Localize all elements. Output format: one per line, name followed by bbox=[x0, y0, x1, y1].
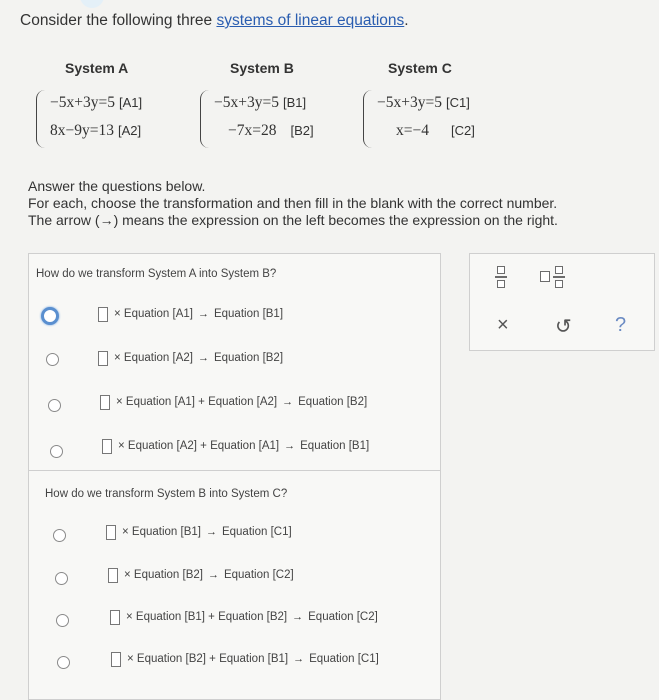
q2-option-4-blank[interactable] bbox=[111, 652, 121, 667]
q2-option-3-radio[interactable] bbox=[56, 614, 69, 627]
q2-option-1-radio[interactable] bbox=[53, 529, 66, 542]
q1-option-3: × Equation [A1] + Equation [A2] → Equation [B2] bbox=[100, 391, 367, 413]
arrow-icon: → bbox=[205, 526, 217, 538]
instructions: Answer the questions below. For each, choose the transformation and then fill in the blank with the correct number. The arrow (→) means the expression on the left becomes the expression on the right. bbox=[28, 178, 558, 228]
q1-option-3-blank[interactable] bbox=[100, 395, 110, 410]
q2-option-3-blank[interactable] bbox=[110, 610, 120, 625]
q1-option-4: × Equation [A2] + Equation [A1] → Equation [B1] bbox=[102, 435, 369, 457]
undo-icon[interactable]: ↺ bbox=[555, 316, 572, 338]
q1-option-2-radio[interactable] bbox=[46, 353, 59, 366]
q2-option-1-blank[interactable] bbox=[106, 525, 116, 540]
system-a-heading: System A bbox=[65, 60, 129, 76]
q2-option-2-radio[interactable] bbox=[55, 572, 68, 585]
q2-option-3: × Equation [B1] + Equation [B2] → Equation [C2] bbox=[110, 606, 378, 628]
equation-b1: −5x+3y=5 [B1] bbox=[214, 94, 307, 111]
equation-a1: −5x+3y=5 [A1] bbox=[50, 94, 143, 111]
system-c-heading: System C bbox=[388, 60, 452, 76]
q1-option-2-blank[interactable] bbox=[98, 351, 108, 366]
checkmark-badge bbox=[80, 0, 104, 8]
arrow-icon: → bbox=[99, 212, 114, 228]
q2-option-4-radio[interactable] bbox=[57, 656, 70, 669]
brace-icon bbox=[363, 90, 372, 148]
q1-option-1-radio[interactable] bbox=[41, 307, 59, 325]
systems-link[interactable]: systems of linear equations bbox=[216, 12, 405, 29]
arrow-icon: → bbox=[197, 308, 209, 320]
arrow-icon: → bbox=[292, 611, 304, 623]
q2-option-4: × Equation [B2] + Equation [B1] → Equation [C1] bbox=[111, 648, 379, 670]
arrow-icon: → bbox=[284, 440, 296, 452]
brace-icon bbox=[200, 90, 209, 148]
brace-icon bbox=[36, 90, 45, 148]
question-divider bbox=[28, 470, 441, 471]
system-a bbox=[36, 88, 186, 150]
system-c bbox=[363, 88, 513, 150]
arrow-icon: → bbox=[293, 653, 305, 665]
q2-option-2: × Equation [B2] → Equation [C2] bbox=[108, 564, 294, 586]
q1-option-1-blank[interactable] bbox=[98, 307, 108, 322]
q1-option-3-radio[interactable] bbox=[48, 399, 61, 412]
mixed-number-icon[interactable] bbox=[540, 266, 565, 288]
system-b-heading: System B bbox=[230, 60, 294, 76]
help-icon[interactable]: ? bbox=[615, 314, 627, 336]
equation-c2: x=−4 [C2] bbox=[396, 122, 475, 139]
fraction-icon[interactable] bbox=[495, 266, 507, 288]
arrow-icon: → bbox=[197, 352, 209, 364]
math-tools-panel bbox=[469, 253, 655, 351]
equation-b2: −7x=28 [B2] bbox=[228, 122, 314, 139]
q1-option-1: × Equation [A1] → Equation [B1] bbox=[98, 303, 283, 325]
equation-c1: −5x+3y=5 [C1] bbox=[377, 94, 470, 111]
equation-a2: 8x−9y=13 [A2] bbox=[50, 122, 142, 139]
clear-icon[interactable]: × bbox=[497, 314, 509, 336]
system-b bbox=[200, 88, 350, 150]
q2-option-1: × Equation [B1] → Equation [C1] bbox=[106, 521, 292, 543]
problem-title: Consider the following three systems of linear equations. bbox=[20, 12, 409, 29]
q1-option-4-blank[interactable] bbox=[102, 439, 112, 454]
arrow-icon: → bbox=[282, 396, 294, 408]
arrow-icon: → bbox=[207, 569, 219, 581]
q2-option-2-blank[interactable] bbox=[108, 568, 118, 583]
q1-option-4-radio[interactable] bbox=[50, 445, 63, 458]
question-1-prompt: How do we transform System A into System B? bbox=[36, 268, 277, 280]
question-2-prompt: How do we transform System B into System C? bbox=[45, 488, 288, 500]
q1-option-2: × Equation [A2] → Equation [B2] bbox=[98, 347, 283, 369]
